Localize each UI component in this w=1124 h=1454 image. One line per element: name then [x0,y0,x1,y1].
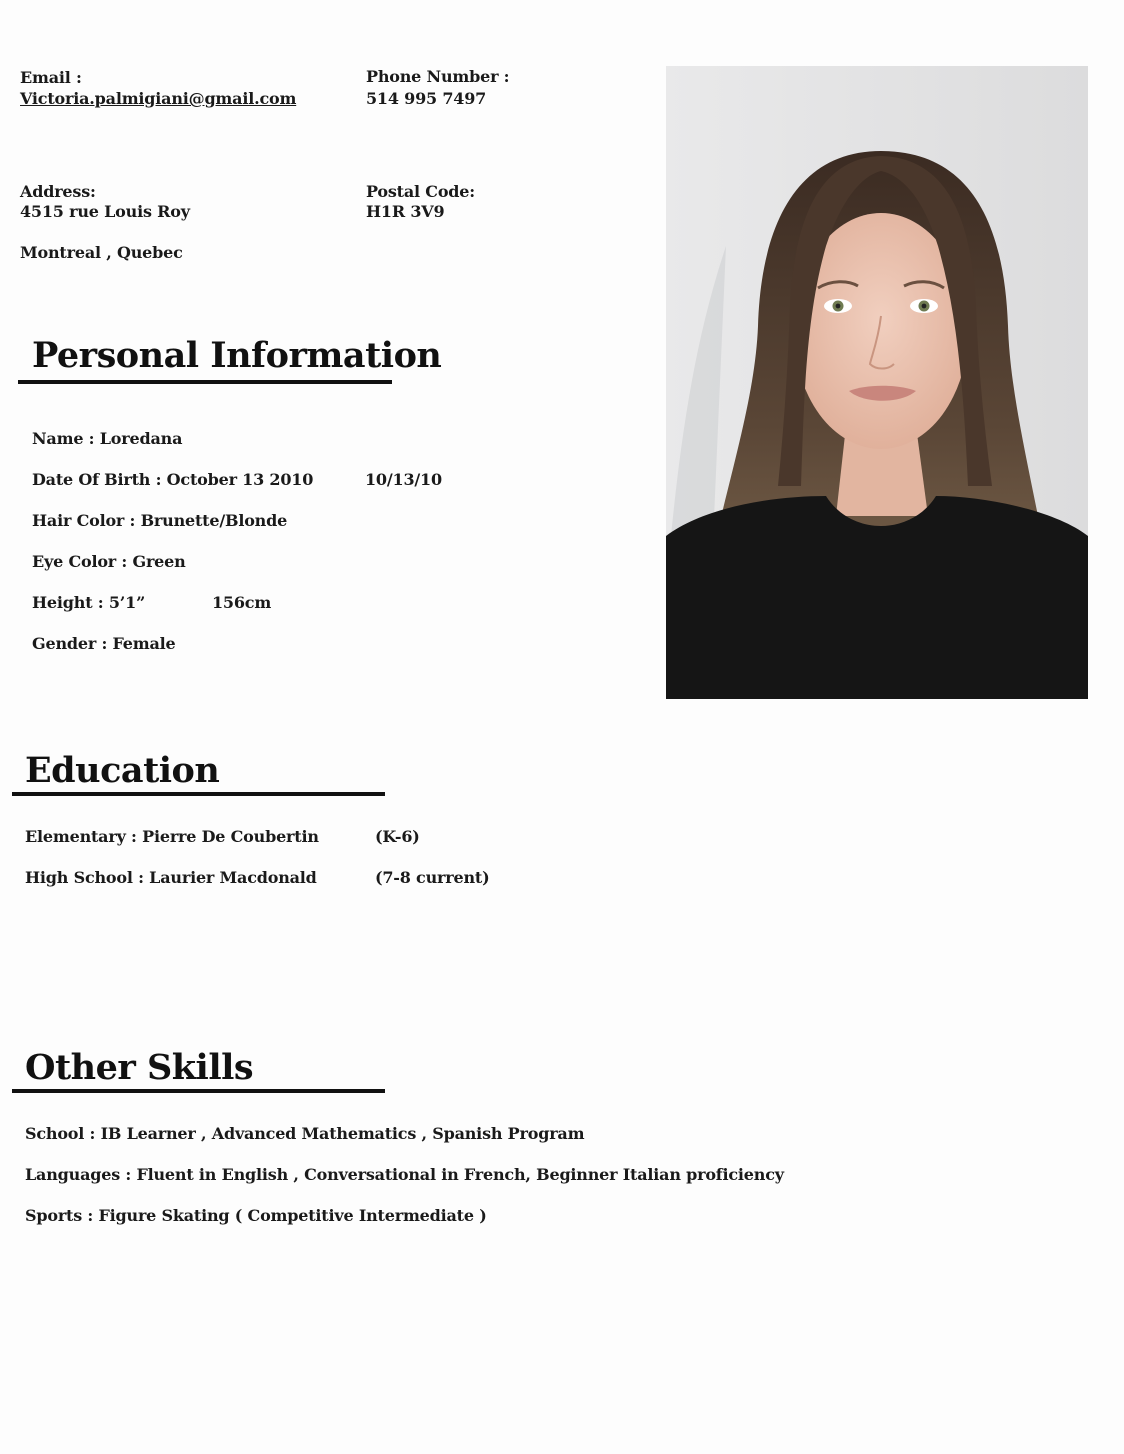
high-school-row: High School : Laurier Macdonald [25,868,317,887]
phone-value: 514 995 7497 [366,89,487,108]
address-line-2: Montreal , Quebec [20,243,183,262]
portrait-illustration [666,66,1088,699]
postal-value: H1R 3V9 [366,202,445,221]
education-heading: Education [25,750,220,791]
postal-label: Postal Code: [366,182,475,201]
skills-heading: Other Skills [25,1047,254,1088]
elementary-grades: (K-6) [375,827,420,846]
dob-short: 10/13/10 [365,470,442,489]
height-cm: 156cm [212,593,272,612]
elementary-row: Elementary : Pierre De Coubertin [25,827,319,846]
phone-label: Phone Number : [366,67,510,86]
school-skills-row: School : IB Learner , Advanced Mathematics , Spanish Program [25,1124,585,1143]
languages-row: Languages : Fluent in English , Conversational in French, Beginner Italian proficiency [25,1165,784,1184]
personal-info-rule [18,380,392,384]
personal-info-heading: Personal Information [32,335,442,376]
education-rule [12,792,385,796]
name-row: Name : Loredana [32,429,183,448]
email-label: Email : [20,68,82,87]
eye-row: Eye Color : Green [32,552,186,571]
email-link[interactable]: Victoria.palmigiani@gmail.com [20,89,297,108]
address-line-1: 4515 rue Louis Roy [20,202,190,221]
address-label: Address: [20,182,96,201]
dob-row: Date Of Birth : October 13 2010 [32,470,314,489]
portrait-photo [666,66,1088,699]
skills-rule [12,1089,385,1093]
high-school-grades: (7-8 current) [375,868,490,887]
height-row: Height : 5’1” [32,593,146,612]
gender-row: Gender : Female [32,634,176,653]
sports-row: Sports : Figure Skating ( Competitive Intermediate ) [25,1206,487,1225]
hair-row: Hair Color : Brunette/Blonde [32,511,288,530]
